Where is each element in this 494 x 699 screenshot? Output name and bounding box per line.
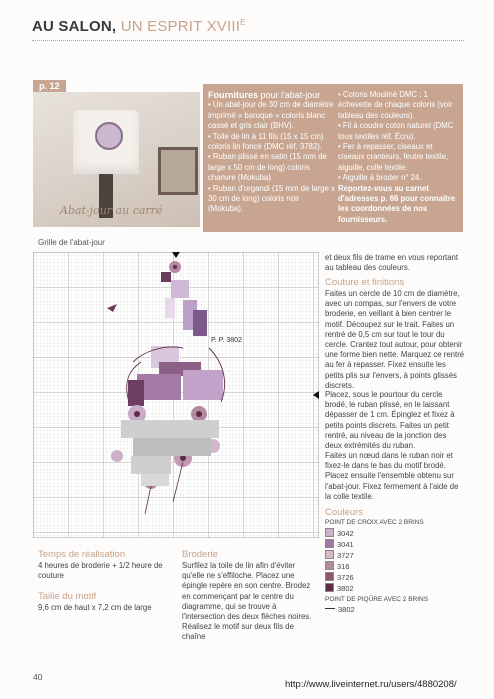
leaf-area — [121, 420, 219, 438]
color-item — [325, 572, 465, 583]
motif-cell — [183, 370, 223, 400]
grid-svg — [33, 252, 319, 538]
backstitch-line-icon — [325, 608, 335, 609]
color-item — [325, 528, 465, 539]
supplies-box — [203, 84, 463, 232]
supply-item: • Toile de lin à 11 fils (15 x 15 cm) coloris lin foncé (DMC réf. 3782). — [208, 131, 324, 152]
couture-paragraph-1: Faites un cercle de 10 cm de diamètre, avec un compas, sur l'envers de votre broderie, en veillant à bien centrer le motif. Découpez sur le trait. Faites un rentré de 0,5 cm sur tout le tour du cercle. Crantez tout autour, pour obtenir une forme bien nette. Marquez ce rentré au fer à repasser. Fixez ensuite les petits plis sur l'envers, à points glissés discrets. — [325, 289, 465, 390]
leaf-area — [141, 474, 169, 486]
color-code: 3727 — [337, 551, 354, 560]
title-superscript: E — [240, 18, 246, 27]
color-item — [325, 561, 465, 572]
couture-paragraph-2: Placez, sous le pourtour du cercle brodé, le ruban plissé, en le laissant dépasser de 1 cm. Épinglez et fixez à petits points discrets. Faites un petit rentré, au niveau de la jonction des deux extrémités du ruban. — [325, 390, 455, 451]
color-code: 3042 — [337, 529, 354, 538]
motif-cell — [193, 310, 207, 336]
motif-cell — [171, 280, 189, 298]
color-swatch — [325, 539, 334, 548]
page-title — [32, 18, 246, 35]
leaf-area — [133, 438, 211, 456]
backstitch-label: POINT DE PIQÛRE AVEC 2 BRINS — [325, 596, 429, 603]
source-url: http://www.liveinternet.ru/users/4880208/ — [285, 679, 457, 690]
photo-caption: Abat-jour au carré — [60, 204, 163, 217]
color-swatch — [325, 572, 334, 581]
page-number: 40 — [33, 672, 43, 682]
flower-center — [134, 411, 140, 417]
picture-frame — [158, 147, 198, 195]
flower-motif — [111, 450, 123, 462]
broderie-text: Surfilez la toile de lin afin d'éviter qu'elle ne s'effiloche. Placez une épingle repère en son centre. Brodez en commençant par le centre du diagramme, qui se trouve à l'intersection des deux flèches noires. Réalisez le motif sur deux fils de chaîne — [182, 561, 312, 642]
color-code: 316 — [337, 562, 350, 571]
title-main: AU SALON, — [32, 18, 117, 35]
supplies-title — [208, 90, 335, 100]
color-item — [325, 583, 465, 594]
color-code: 3726 — [337, 573, 354, 582]
color-swatch — [325, 550, 334, 559]
size-title: Taille du motif — [38, 591, 97, 602]
broderie-continued: et deux fils de trame en vous reportant au tableau des couleurs. — [325, 253, 459, 273]
broderie-title: Broderie — [182, 549, 218, 560]
supply-item: • Fer à repasser, ciseaux et ciseaux cranteurs, feutre textile, aiguille, colle textile. — [338, 142, 449, 172]
supply-item: • Aiguille à broder n° 24. — [338, 173, 422, 183]
colors-key — [325, 507, 465, 615]
supplies-column-1 — [208, 90, 335, 215]
supplies-column-2 — [338, 90, 460, 225]
flower-center — [173, 265, 177, 269]
supplies-title-bold: Fournitures — [208, 90, 259, 100]
supply-item: • Cotons Mouliné DMC : 1 échevette de chaque coloris (voir tableau des couleurs). — [338, 90, 453, 120]
supplies-title-rest: pour l'abat-jour — [258, 90, 321, 100]
color-swatch — [325, 528, 334, 537]
grid-label: Grille de l'abat-jour — [38, 238, 105, 247]
size-text: 9,6 cm de haut x 7,2 cm de large — [38, 603, 152, 612]
time-title: Temps de réalisation — [38, 549, 126, 560]
color-item — [325, 550, 465, 561]
color-item — [325, 539, 465, 550]
motif-cell — [128, 380, 144, 406]
supply-item: • Ruban plissé en satin (15 mm de large x 50 cm de long) coloris chanvre (Mokuba). — [208, 152, 327, 183]
color-list — [325, 528, 465, 594]
header-divider — [32, 40, 464, 41]
title-accent: UN ESPRIT XVIII — [120, 18, 241, 35]
supply-item: • Ruban d'organdi (15 mm de large x 30 cm de long) coloris noir (Mokuba). — [208, 183, 335, 214]
section-title-couture: Couture et finitions — [325, 277, 405, 288]
color-code: 3041 — [337, 540, 354, 549]
leaf-area — [131, 456, 171, 474]
couture-paragraph-3: Faites un nœud dans le ruban noir et fixez-le dans le bas du motif brodé. Placez ensuite l'ensemble obtenu sur l'abat-jour. Fixez fermement à l'aide de la colle textile. — [325, 451, 459, 501]
grid-annotation: P. P. 3802 — [211, 337, 242, 344]
motif-cell — [165, 298, 175, 318]
time-text: 4 heures de broderie + 1/2 heure de couture — [38, 561, 163, 581]
supply-item: • Un abat-jour de 30 cm de diamètre imprimé « baroque » coloris blanc cassé et gris clair (BHV). — [208, 100, 334, 131]
color-swatch — [325, 561, 334, 570]
embroidered-medallion — [95, 122, 123, 150]
motif-cell — [161, 272, 171, 282]
flower-center — [196, 411, 202, 417]
colors-title: Couleurs — [325, 507, 364, 518]
cross-stitch-label: POINT DE CROIX AVEC 2 BRINS — [325, 519, 424, 526]
backstitch-code: 3802 — [338, 605, 355, 614]
color-swatch — [325, 583, 334, 592]
color-code: 3802 — [337, 584, 354, 593]
backstitch-item — [325, 605, 465, 615]
supply-item: • Fil à coudre coton naturel (DMC tous textiles réf. Écru). — [338, 121, 454, 141]
cross-stitch-grid — [33, 252, 319, 538]
supplier-note: Reportez-vous au carnet d'adresses p. 66 pour connaître les coordonnées de nos fournisseurs. — [338, 183, 456, 224]
page-tag: p. 12 — [33, 80, 66, 92]
